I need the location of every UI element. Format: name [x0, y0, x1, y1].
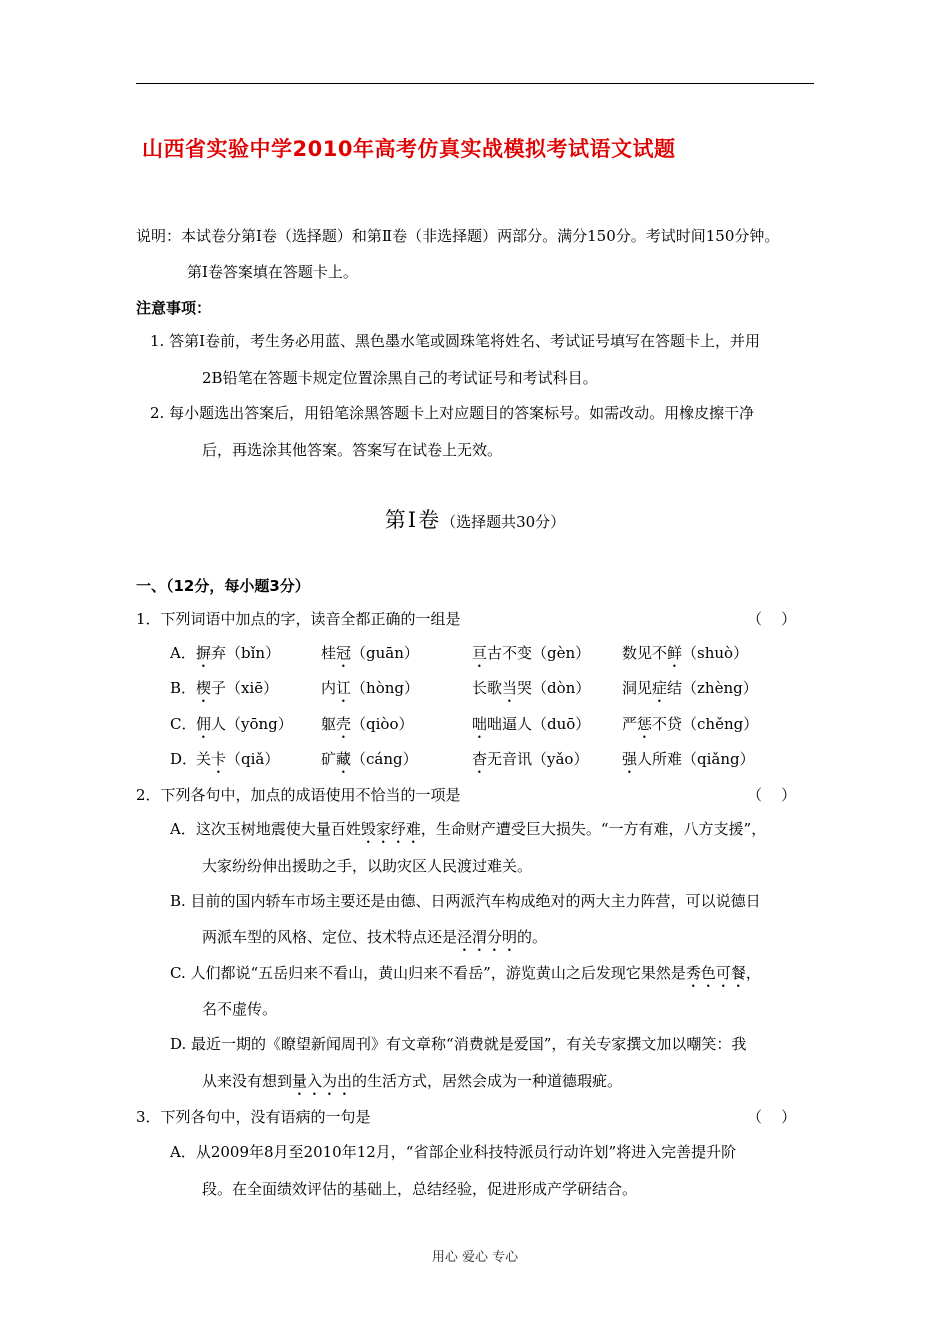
q2-option-d-line-2: 从来没有想到量入为出的生活方式，居然会成为一种道德瑕疵。 [202, 1072, 623, 1090]
emphasized-idiom: 秀色可餐 [685, 964, 746, 982]
q2-option-c-line-1: C. 人们都说“五岳归来不看山，黄山归来不看岳”，游览黄山之后发现它果然是秀色可餐， [170, 964, 761, 982]
volume-subtitle: （选择题共30分） [441, 513, 566, 531]
q1-answer-paren: （ ） [747, 610, 797, 628]
option-word-4: 严惩不贷（chěng） [622, 715, 759, 733]
option-word-2: 矿藏（cáng） [321, 750, 418, 768]
page-footer: 用心 爱心 专心 [431, 1250, 519, 1265]
attention-heading: 注意事项： [136, 299, 212, 317]
option-word-1: 佣人（yōng） [196, 715, 293, 733]
q1-stem: 1．下列词语中加点的字，读音全都正确的一组是 [136, 610, 461, 628]
q2-option-c-line-2: 名不虚传。 [202, 1000, 278, 1018]
volume-title: 第Ⅰ卷 [384, 508, 442, 532]
option-word-3: 亘古不变（gèn） [472, 644, 591, 662]
q2-option-a-line-1: A．这次玉树地震使大量百姓毁家纾难，生命财产遭受巨大损失。“一方有难，八方支援”， [170, 820, 767, 838]
option-word-1: 摒弃（bǐn） [196, 644, 281, 662]
q3-option-a-line-1: A．从2009年8月至2010年12月，“省部企业科技特派员行动许划”将进入完善提升阶 [170, 1143, 737, 1161]
option-label: D． [170, 750, 198, 768]
attention-item-1-line-2: 2B铅笔在答题卡规定位置涂黑自己的考试证号和考试科目。 [202, 369, 598, 387]
emphasized-idiom: 泾渭分明 [457, 928, 518, 946]
document-title: 山西省实验中学2010年高考仿真实战模拟考试语文试题 [142, 137, 676, 161]
attention-item-2-line-1: 2. 每小题选出答案后，用铅笔涂黑答题卡上对应题目的答案标号。如需改动。用橡皮擦干净 [150, 404, 755, 422]
option-word-3: 杳无音讯（yǎo） [472, 750, 589, 768]
volume-heading [0, 507, 950, 535]
option-label: A． [170, 644, 196, 662]
option-word-2: 桂冠（guān） [321, 644, 419, 662]
option-word-3: 长歌当哭（dòn） [472, 679, 591, 697]
header-rule [136, 83, 814, 84]
q3-answer-paren: （ ） [747, 1108, 797, 1126]
q2-option-a-line-2: 大家纷纷伸出援助之手，以助灾区人民渡过难关。 [202, 857, 533, 875]
option-word-2: 内讧（hòng） [321, 679, 419, 697]
option-word-4: 数见不鲜（shuò） [622, 644, 749, 662]
option-word-4: 强人所难（qiǎng） [622, 750, 755, 768]
note-line-2: 第Ⅰ卷答案填在答题卡上。 [187, 263, 358, 281]
option-word-1: 楔子（xiē） [196, 679, 279, 697]
option-word-2: 躯壳（qiòo） [321, 715, 414, 733]
emphasized-idiom: 量入为出 [292, 1072, 353, 1090]
q2-option-b-line-1: B. 目前的国内轿车市场主要还是由德、日两派汽车构成绝对的两大主力阵营，可以说德日 [170, 892, 761, 910]
q2-option-b-line-2: 两派车型的风格、定位、技术特点还是泾渭分明的。 [202, 928, 548, 946]
section-1-heading: 一、（12分，每小题3分） [136, 577, 310, 595]
q3-option-a-line-2: 段。在全面绩效评估的基础上，总结经验，促进形成产学研结合。 [202, 1180, 638, 1198]
option-word-1: 关卡（qiǎ） [196, 750, 280, 768]
emphasized-idiom: 毁家纾难 [360, 820, 421, 838]
attention-item-1-line-1: 1. 答第Ⅰ卷前，考生务必用蓝、黑色墨水笔或圆珠笔将姓名、考试证号填写在答题卡上，并用 [150, 332, 761, 350]
option-label: B． [170, 679, 197, 697]
q2-stem: 2．下列各句中，加点的成语使用不恰当的一项是 [136, 786, 461, 804]
option-label: C． [170, 715, 197, 733]
option-word-3: 咄咄逼人（duō） [472, 715, 591, 733]
q3-stem: 3．下列各句中，没有语病的一句是 [136, 1108, 371, 1126]
option-word-4: 洞见症结（zhèng） [622, 679, 758, 697]
q2-answer-paren: （ ） [747, 786, 797, 804]
note-line-1: 说明：本试卷分第Ⅰ卷（选择题）和第Ⅱ卷（非选择题）两部分。满分150分。考试时间150分钟。 [136, 227, 780, 245]
attention-item-2-line-2: 后，再选涂其他答案。答案写在试卷上无效。 [202, 441, 503, 459]
q2-option-d-line-1: D. 最近一期的《瞭望新闻周刊》有文章称“消费就是爱国”，有关专家撰文加以嘲笑：我 [170, 1035, 747, 1053]
